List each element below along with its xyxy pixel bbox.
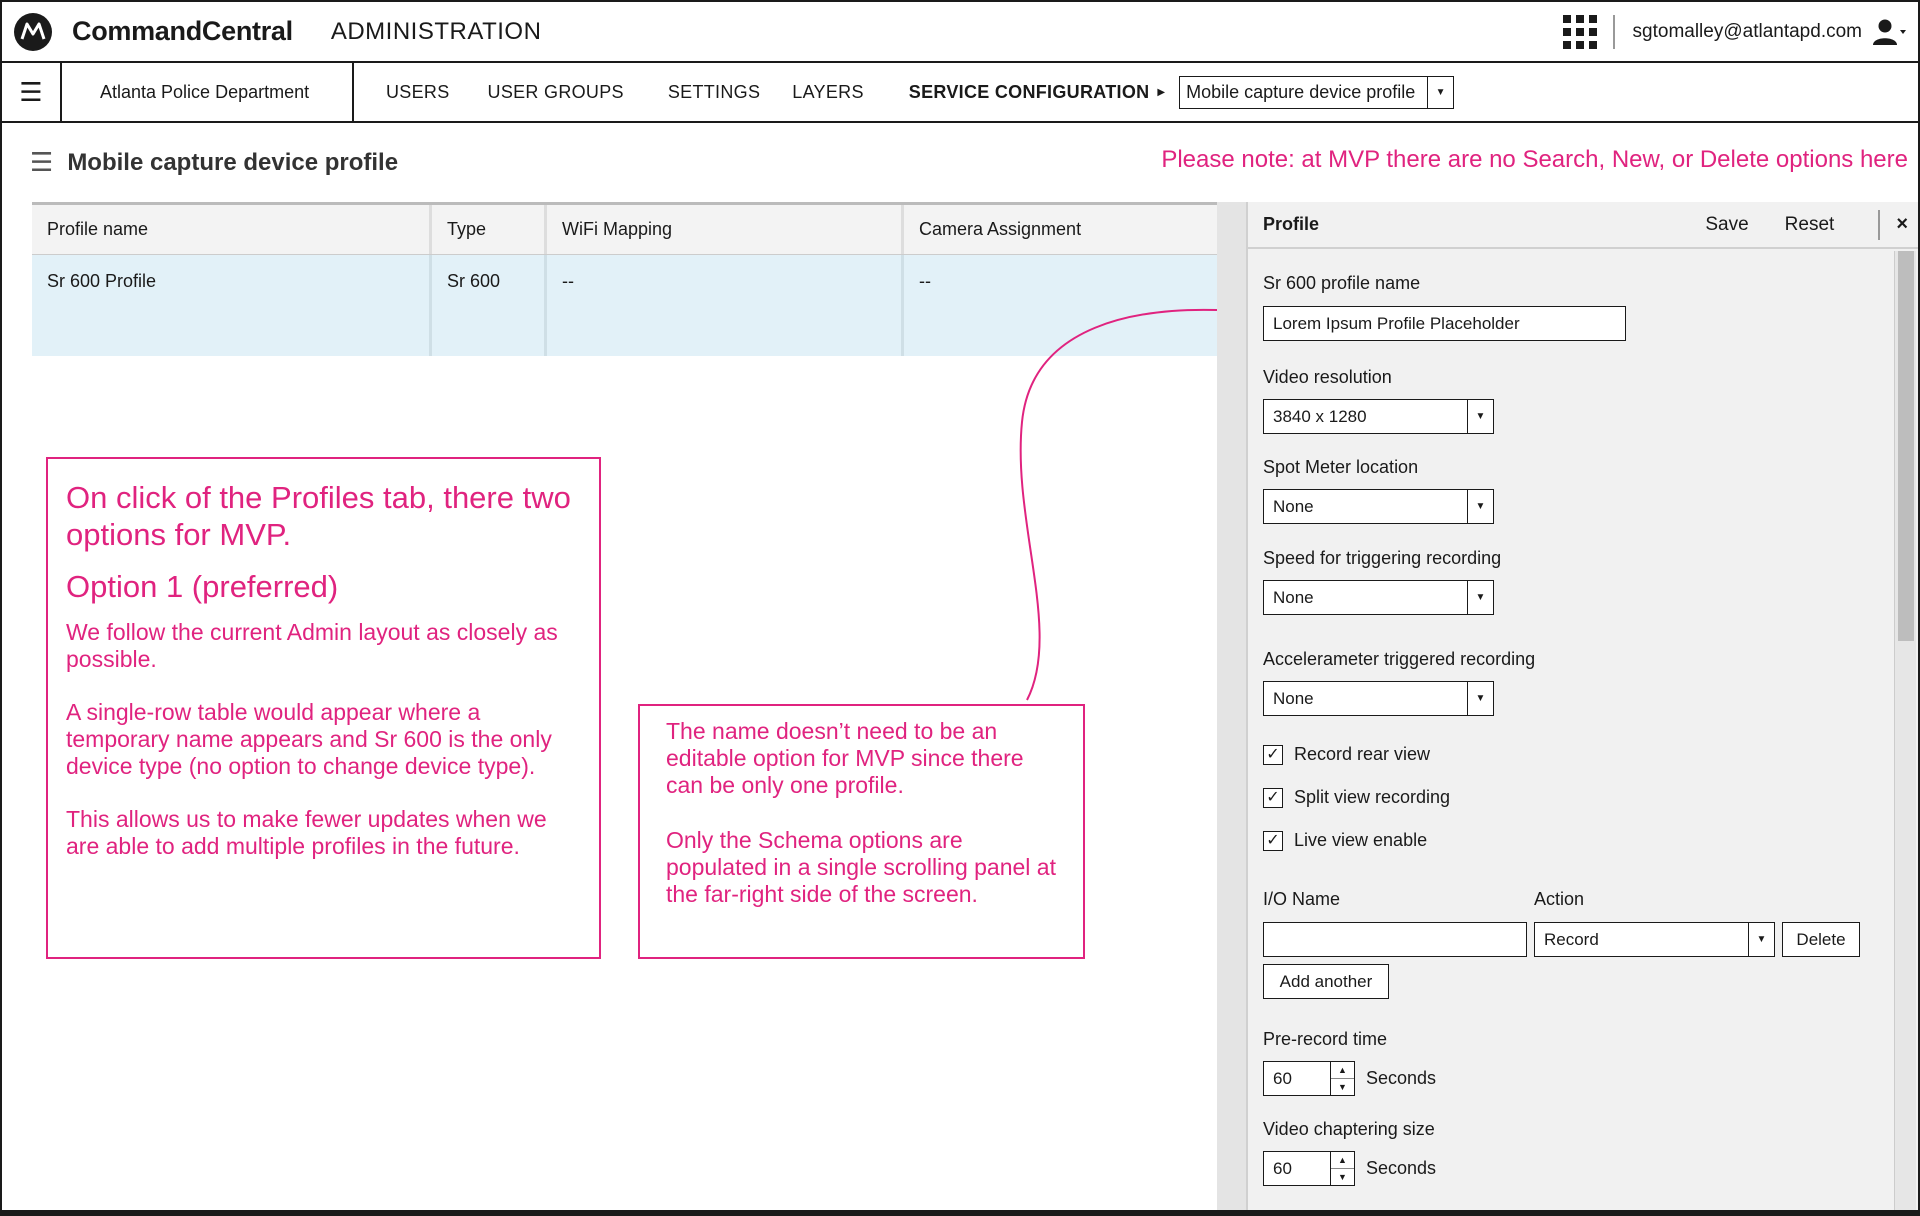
checkmark-icon[interactable]: ✓	[1263, 788, 1283, 808]
video-resolution-select[interactable]	[1263, 399, 1494, 434]
divider	[1878, 210, 1880, 240]
chevron-down-icon[interactable]: ▼	[1467, 581, 1493, 614]
list-menu-icon[interactable]: ☰	[30, 147, 54, 177]
annotation-note-options	[46, 457, 601, 959]
live-view-checkbox[interactable]	[1263, 830, 1427, 851]
cell-wifi-mapping: --	[547, 255, 904, 356]
nav-user-groups[interactable]: USER GROUPS	[487, 81, 624, 102]
split-view-checkbox[interactable]	[1263, 787, 1450, 808]
profile-panel	[1217, 202, 1920, 1212]
prerecord-unit: Seconds	[1366, 1068, 1437, 1088]
action-value: Record	[1544, 929, 1599, 949]
nav-settings[interactable]: SETTINGS	[667, 81, 761, 102]
nav-bar	[2, 63, 1918, 123]
speed-trigger-label: Speed for triggering recording	[1263, 548, 1502, 568]
spot-meter-label: Spot Meter location	[1263, 457, 1419, 477]
chaptering-stepper[interactable]	[1263, 1151, 1355, 1186]
chevron-up-icon[interactable]: ▲	[1331, 1152, 1354, 1169]
record-rear-view-label: Record rear view	[1294, 744, 1431, 764]
close-icon[interactable]: ×	[1896, 213, 1908, 235]
scrollbar-thumb[interactable]	[1898, 251, 1914, 641]
io-name-input[interactable]	[1263, 922, 1527, 957]
chevron-down-icon[interactable]: ▼	[1748, 923, 1774, 956]
prerecord-stepper[interactable]	[1263, 1061, 1355, 1096]
hamburger-menu-icon[interactable]: ☰	[2, 63, 62, 121]
brand-name: CommandCentral	[72, 16, 293, 46]
split-view-label: Split view recording	[1294, 787, 1451, 807]
checkmark-icon[interactable]: ✓	[1263, 745, 1283, 765]
section-title: ADMINISTRATION	[330, 17, 542, 45]
io-name-label: I/O Name	[1263, 889, 1341, 909]
panel-title: Profile	[1263, 214, 1320, 234]
note-paragraph: We follow the current Admin layout as closely as possible.	[66, 619, 558, 672]
profile-name-input[interactable]: Lorem Ipsum Profile Placeholder	[1263, 306, 1626, 341]
profile-name-label: Sr 600 profile name	[1263, 273, 1421, 293]
user-menu-icon[interactable]	[1872, 17, 1908, 47]
video-resolution-label: Video resolution	[1263, 367, 1392, 387]
accelerometer-select[interactable]	[1263, 681, 1494, 716]
caret-right-icon: ▶	[1157, 86, 1166, 98]
chaptering-label: Video chaptering size	[1263, 1119, 1435, 1139]
save-button[interactable]: Save	[1705, 213, 1749, 235]
chevron-down-icon[interactable]: ▼	[1338, 1082, 1347, 1092]
delete-button[interactable]: Delete	[1782, 922, 1860, 957]
action-label: Action	[1534, 889, 1585, 909]
video-resolution-value: 3840 x 1280	[1273, 406, 1367, 426]
annotation-note-name	[638, 704, 1085, 959]
note-paragraph: A single-row table would appear where a temporary name appears and Sr 600 is the only device type (no option to change device type).	[66, 699, 552, 779]
user-email[interactable]: sgtomalley@atlantapd.com	[1632, 20, 1862, 42]
note-paragraph: Only the Schema options are populated in a single scrolling panel at the far-right side of the screen.	[666, 827, 1056, 907]
table-header	[32, 205, 1218, 255]
prerecord-value: 60	[1273, 1068, 1292, 1088]
note-paragraph: This allows us to make fewer updates when we are able to add multiple profiles in the future.	[66, 806, 547, 859]
page-header	[30, 147, 398, 178]
reset-button[interactable]: Reset	[1784, 213, 1835, 235]
service-select-value: Mobile capture device profile	[1186, 81, 1416, 102]
cell-profile-name: Sr 600 Profile	[32, 255, 432, 356]
col-header-wifi-mapping[interactable]: WiFi Mapping	[547, 205, 904, 254]
spot-meter-value: None	[1273, 496, 1314, 516]
col-header-profile-name[interactable]: Profile name	[32, 205, 432, 254]
chaptering-unit: Seconds	[1366, 1158, 1437, 1178]
spot-meter-select[interactable]	[1263, 489, 1494, 524]
chevron-down-icon[interactable]: ▼	[1467, 400, 1493, 433]
service-select[interactable]	[1179, 76, 1454, 109]
accelerometer-label: Accelerameter triggered recording	[1263, 649, 1536, 669]
page-title: Mobile capture device profile	[67, 148, 399, 176]
mvp-note: Please note: at MVP there are no Search, New, or Delete options here	[1161, 146, 1908, 173]
motorola-logo-icon	[14, 13, 52, 51]
col-header-camera-assignment[interactable]: Camera Assignment	[919, 219, 1082, 239]
divider	[1613, 15, 1615, 49]
chevron-down-icon[interactable]: ▼	[1467, 490, 1493, 523]
accelerometer-value: None	[1273, 688, 1314, 708]
chevron-up-icon[interactable]: ▲	[1331, 1062, 1354, 1079]
speed-trigger-select[interactable]	[1263, 580, 1494, 615]
note-paragraph: The name doesn’t need to be an editable option for MVP since there can be only one profile.	[666, 718, 1024, 798]
nav-layers[interactable]: LAYERS	[792, 81, 864, 102]
note-option-title: Option 1 (preferred)	[66, 569, 339, 604]
prerecord-label: Pre-record time	[1263, 1029, 1388, 1049]
note-heading: On click of the Profiles tab, there two options for MVP.	[66, 480, 571, 552]
panel-scrollbar[interactable]	[1894, 251, 1916, 1211]
chaptering-value: 60	[1273, 1158, 1292, 1178]
action-select[interactable]	[1534, 922, 1775, 957]
top-bar	[2, 2, 1918, 63]
app-launcher-icon[interactable]	[1563, 15, 1597, 49]
annotation-connector-line	[1002, 302, 1222, 712]
nav-service-configuration[interactable]: SERVICE CONFIGURATION	[908, 81, 1150, 102]
speed-trigger-value: None	[1273, 587, 1314, 607]
cell-type: Sr 600	[432, 255, 547, 356]
chevron-down-icon[interactable]: ▼	[1338, 1172, 1347, 1182]
col-header-type[interactable]: Type	[432, 205, 547, 254]
checkmark-icon[interactable]: ✓	[1263, 831, 1283, 851]
cell-camera-assignment: --	[919, 271, 931, 291]
chevron-down-icon[interactable]: ▼	[1467, 682, 1493, 715]
org-name[interactable]: Atlanta Police Department	[62, 63, 354, 121]
live-view-label: Live view enable	[1294, 830, 1428, 850]
nav-users[interactable]: USERS	[386, 81, 450, 102]
bottom-edge	[2, 1210, 1920, 1216]
panel-header	[1248, 202, 1920, 249]
record-rear-view-checkbox[interactable]	[1263, 744, 1430, 765]
add-another-button[interactable]: Add another	[1263, 964, 1389, 999]
chevron-down-icon[interactable]: ▼	[1427, 77, 1453, 108]
